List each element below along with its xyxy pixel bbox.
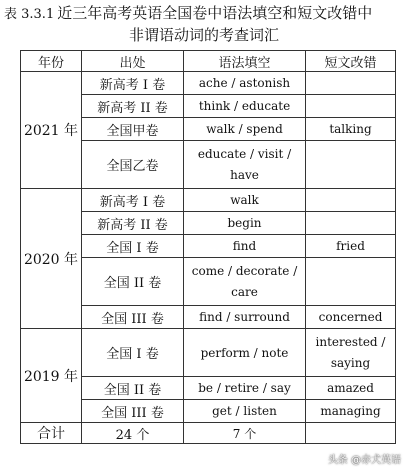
year-cell: 2021 年: [21, 72, 82, 189]
caption-title-line2: 非谓语动词的考查词汇: [128, 26, 279, 44]
source-cell: 全国 III 卷: [82, 400, 184, 423]
caption-title-line1: 近三年高考英语全国卷中语法填空和短文改错中: [57, 4, 373, 22]
grammar-cell: be / retire / say: [184, 377, 306, 400]
table-row: [21, 189, 396, 212]
table-caption: [4, 3, 404, 46]
header-grammar-fill: 语法填空: [184, 51, 306, 72]
grammar-cell: walk: [184, 189, 306, 212]
source-cell: 全国乙卷: [82, 141, 184, 189]
correction-cell: talking: [306, 118, 396, 141]
grammar-cell: come / decorate / care: [184, 258, 306, 306]
correction-cell: [306, 95, 396, 118]
grammar-cell: educate / visit / have: [184, 141, 306, 189]
source-cell: 全国 III 卷: [82, 306, 184, 329]
grammar-cell: find: [184, 235, 306, 258]
grammar-cell: get / listen: [184, 400, 306, 423]
table-row: [21, 329, 396, 377]
total-grammar-cell: 7 个: [184, 423, 306, 444]
correction-cell: [306, 72, 396, 95]
vocab-table: [20, 50, 396, 444]
correction-cell: [306, 141, 396, 189]
total-source-cell: 24 个: [82, 423, 184, 444]
total-correction-cell: [306, 423, 396, 444]
vocab-table-container: [20, 50, 395, 444]
grammar-cell: ache / astonish: [184, 72, 306, 95]
source-cell: 全国甲卷: [82, 118, 184, 141]
header-error-correction: 短文改错: [306, 51, 396, 72]
table-row: [21, 72, 396, 95]
source-cell: 全国 I 卷: [82, 329, 184, 377]
correction-cell: interested / saying: [306, 329, 396, 377]
year-cell: 2019 年: [21, 329, 82, 423]
total-row: [21, 423, 396, 444]
header-row: [21, 51, 396, 72]
correction-cell: managing: [306, 400, 396, 423]
source-cell: 新高考 I 卷: [82, 189, 184, 212]
grammar-cell: think / educate: [184, 95, 306, 118]
year-cell: 2020 年: [21, 189, 82, 329]
correction-cell: [306, 258, 396, 306]
grammar-cell: find / surround: [184, 306, 306, 329]
source-cell: 新高考 I 卷: [82, 72, 184, 95]
header-year: 年份: [21, 51, 82, 72]
source-cell: 全国 II 卷: [82, 258, 184, 306]
header-source: 出处: [82, 51, 184, 72]
correction-cell: [306, 212, 396, 235]
grammar-cell: perform / note: [184, 329, 306, 377]
correction-cell: fried: [306, 235, 396, 258]
caption-number: 表 3.3.1: [4, 7, 55, 22]
correction-cell: concerned: [306, 306, 396, 329]
correction-cell: [306, 189, 396, 212]
source-cell: 新高考 II 卷: [82, 212, 184, 235]
source-cell: 新高考 II 卷: [82, 95, 184, 118]
source-cell: 全国 I 卷: [82, 235, 184, 258]
watermark: 头条 @赤犬英语: [327, 455, 401, 466]
source-cell: 全国 II 卷: [82, 377, 184, 400]
grammar-cell: begin: [184, 212, 306, 235]
correction-cell: amazed: [306, 377, 396, 400]
total-label-cell: 合计: [21, 423, 82, 444]
grammar-cell: walk / spend: [184, 118, 306, 141]
